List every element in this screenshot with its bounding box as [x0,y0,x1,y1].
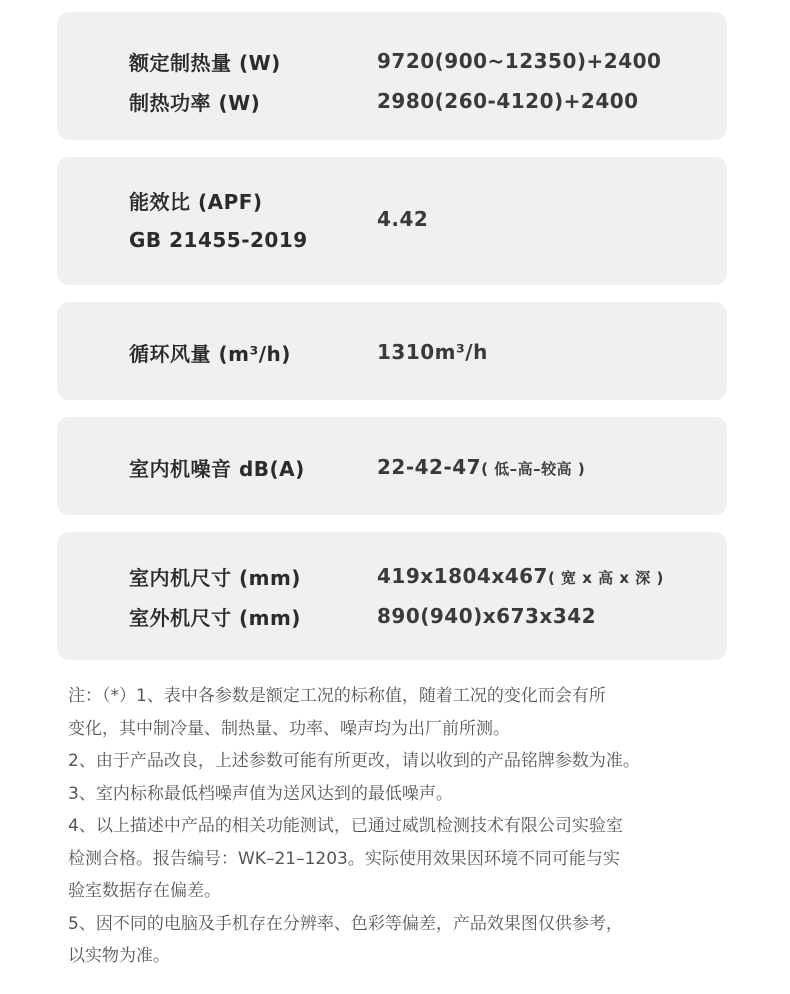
spec-value-noise [377,455,585,479]
spec-value-rated-heating: 9720(900~12350)+2400 [377,49,662,73]
spec-label-heating-power: 制热功率 (W) [129,90,261,115]
note-line: 5、因不同的电脑及手机存在分辨率、色彩等偏差，产品效果图仅供参考， [68,913,623,934]
spec-label-airflow: 循环风量 (m³/h) [129,341,291,366]
spec-value-indoor-size-suffix: ( 宽 x 高 x 深 ) [547,569,664,587]
spec-value-apf: 4.42 [377,207,429,231]
spec-label-indoor-size: 室内机尺寸 (mm) [129,565,301,590]
spec-label-rated-heating: 额定制热量 (W) [129,50,281,75]
note-line: 注：（*）1、表中各参数是额定工况的标称值，随着工况的变化而会有所 [68,686,606,706]
spec-value-indoor-size [377,564,664,588]
footnotes [68,680,748,973]
spec-value-indoor-size-main: 419x1804x467 [377,564,548,588]
spec-card-apf [57,157,727,285]
spec-label-noise: 室内机噪音 dB(A) [129,456,305,481]
spec-value-noise-main: 22-42-47 [377,455,482,479]
spec-value-airflow: 1310m³/h [377,340,488,364]
note-line: 验室数据存在偏差。 [68,881,221,901]
spec-card-noise [57,417,727,515]
spec-card-heating [57,12,727,140]
spec-value-noise-suffix: ( 低–高–较高 ) [481,460,586,478]
spec-label-apf-standard: GB 21455-2019 [129,228,308,252]
spec-card-airflow [57,302,727,400]
spec-label-outdoor-size: 室外机尺寸 (mm) [129,605,301,630]
spec-card-dimensions [57,532,727,660]
spec-value-outdoor-size: 890(940)x673x342 [377,604,597,628]
note-line: 检测合格。报告编号：WK–21–1203。实际使用效果因环境不同可能与实 [68,848,620,869]
spec-label-apf: 能效比 (APF) [129,189,263,214]
note-line: 3、室内标称最低档噪声值为送风达到的最低噪声。 [68,783,453,804]
note-line: 变化，其中制冷量、制热量、功率、噪声均为出厂前所测。 [68,718,510,739]
note-line: 以实物为准。 [68,946,170,966]
note-line: 4、以上描述中产品的相关功能测试，已通过威凯检测技术有限公司实验室 [68,816,623,836]
note-line: 2、由于产品改良，上述参数可能有所更改，请以收到的产品铭牌参数为准。 [68,751,640,771]
spec-value-heating-power: 2980(260-4120)+2400 [377,89,639,113]
